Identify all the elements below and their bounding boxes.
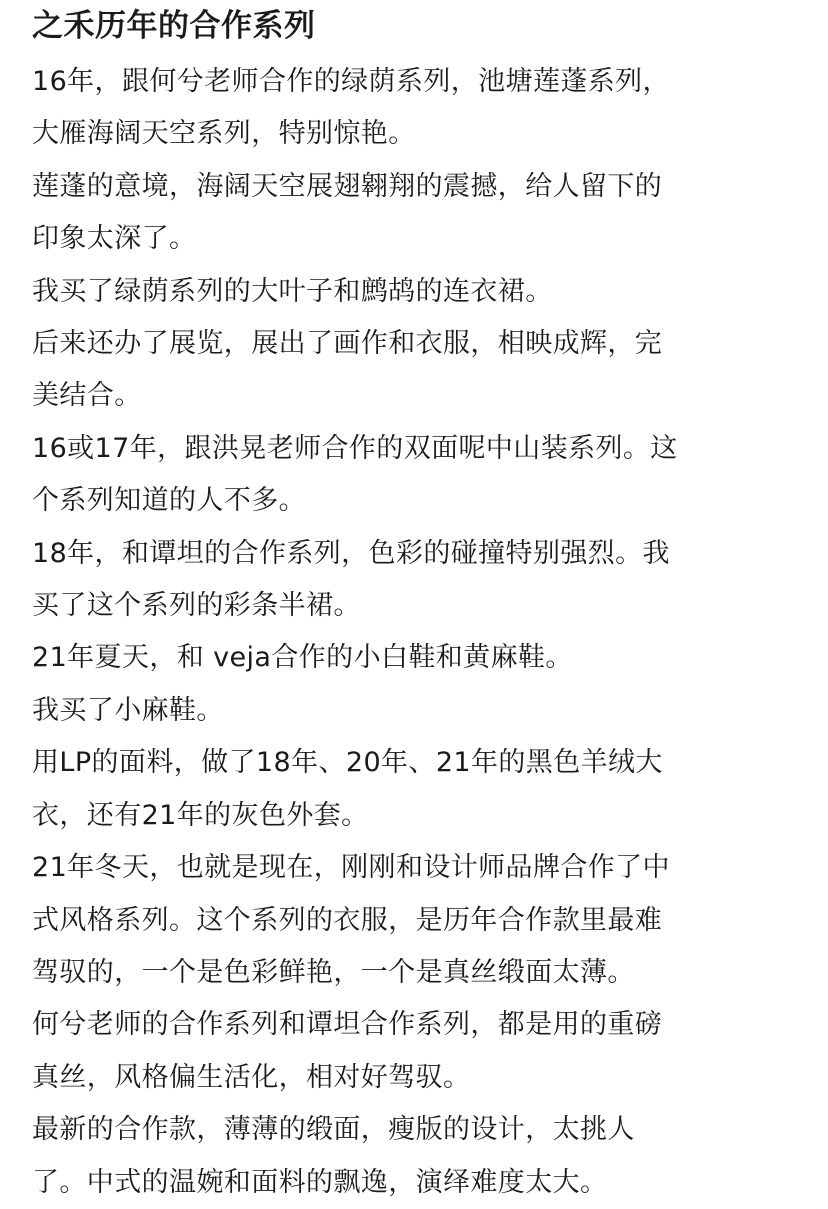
text-line-21: 最新的合作款，薄薄的缎面，瘦版的设计，太挑人 xyxy=(32,1114,635,1146)
text-line-13: 我买了小麻鞋。 xyxy=(32,694,224,726)
document-body xyxy=(32,56,800,1209)
text-line-5: 我买了绿荫系列的大叶子和鹧鸪的连衣裙。 xyxy=(32,275,553,307)
text-line-20: 真丝，风格偏生活化，相对好驾驭。 xyxy=(32,1061,471,1093)
text-line-15: 衣，还有21年的灰色外套。 xyxy=(32,799,369,831)
text-line-16: 21年冬天，也就是现在，刚刚和设计师品牌合作了中 xyxy=(32,852,670,884)
text-line-9: 个系列知道的人不多。 xyxy=(32,485,306,517)
text-line-6: 后来还办了展览，展出了画作和衣服，相映成辉，完 xyxy=(32,328,663,360)
document-title: 之禾历年的合作系列 xyxy=(32,8,316,44)
text-line-12: 21年夏天，和 veja合作的小白鞋和黄麻鞋。 xyxy=(32,642,573,674)
text-line-8: 16或17年，跟洪晃老师合作的双面呢中山装系列。这 xyxy=(32,432,678,464)
text-line-11: 买了这个系列的彩条半裙。 xyxy=(32,590,361,622)
text-line-22: 了。中式的温婉和面料的飘逸，演绎难度太大。 xyxy=(32,1166,608,1198)
text-line-4: 印象太深了。 xyxy=(32,223,197,255)
text-line-2: 大雁海阔天空系列，特别惊艳。 xyxy=(32,118,416,150)
text-line-3: 莲蓬的意境，海阔天空展翅翱翔的震撼，给人留下的 xyxy=(32,170,663,202)
text-line-17: 式风格系列。这个系列的衣服，是历年合作款里最难 xyxy=(32,904,663,936)
text-line-14: 用LP的面料，做了18年、20年、21年的黑色羊绒大 xyxy=(32,747,663,779)
text-line-19: 何兮老师的合作系列和谭坦合作系列，都是用的重磅 xyxy=(32,1009,663,1041)
text-line-18: 驾驭的，一个是色彩鲜艳，一个是真丝缎面太薄。 xyxy=(32,956,635,988)
text-line-10: 18年，和谭坦的合作系列，色彩的碰撞特别强烈。我 xyxy=(32,537,670,569)
text-line-1: 16年，跟何兮老师合作的绿荫系列，池塘莲蓬系列， xyxy=(32,66,670,97)
text-line-7: 美结合。 xyxy=(32,380,142,412)
